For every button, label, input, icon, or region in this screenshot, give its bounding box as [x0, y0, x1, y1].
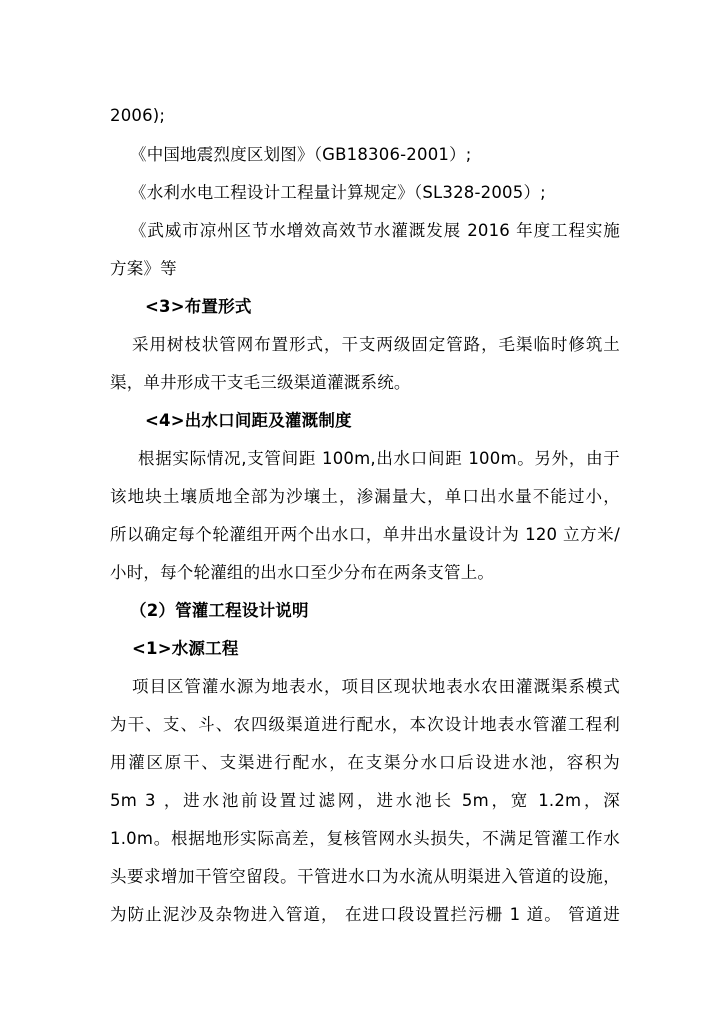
section-heading: （2）管灌工程设计说明	[130, 601, 309, 620]
paragraph-line: 1.0m。根据地形实际高差，复核管网水头损失，不满足管灌工作水	[110, 829, 620, 848]
paragraph-line: 渠，单井形成干支毛三级渠道灌溉系统。	[110, 373, 411, 392]
section-heading: <1>水源工程	[132, 639, 239, 658]
paragraph-line: 所以确定每个轮灌组开两个出水口，单井出水量设计为 120 立方米/	[110, 525, 620, 544]
paragraph-line: 头要求增加干管空留段。干管进水口为水流从明渠进入管道的设施，	[110, 867, 620, 886]
paragraph-line: 该地块土壤质地全部为沙壤土，渗漏量大，单口出水量不能过小，	[110, 487, 620, 506]
reference-item: 《中国地震烈度区划图》（GB18306-2001）;	[130, 145, 472, 164]
paragraph-line: 采用树枝状管网布置形式，干支两级固定管路，毛渠临时修筑土	[132, 335, 620, 354]
paragraph-line: 小时，每个轮灌组的出水口至少分布在两条支管上。	[110, 563, 495, 582]
paragraph-line: 为干、支、斗、农四级渠道进行配水，本次设计地表水管灌工程利	[110, 715, 620, 734]
paragraph-line: 根据实际情况,支管间距 100m,出水口间距 100m。另外，由于	[138, 449, 620, 468]
reference-item: 《武威市凉州区节水增效高效节水灌溉发展 2016 年度工程实施	[130, 221, 620, 240]
paragraph-line: 项目区管灌水源为地表水，项目区现状地表水农田灌溉渠系模式	[132, 677, 620, 696]
paragraph-line: 5m 3 ，进水池前设置过滤网，进水池长 5m，宽 1.2m，深	[110, 791, 620, 810]
paragraph-line: 为防止泥沙及杂物进入管道， 在进口段设置拦污栅 1 道。 管道进	[110, 905, 620, 924]
section-heading: <4>出水口间距及灌溉制度	[145, 411, 352, 430]
text-line: 方案》等	[110, 259, 177, 278]
paragraph-line: 用灌区原干、支渠进行配水，在支渠分水口后设进水池，容积为	[110, 753, 620, 772]
reference-item: 《水利水电工程设计工程量计算规定》（SL328-2005）;	[130, 183, 546, 202]
text-line: 2006);	[110, 106, 166, 125]
section-heading: <3>布置形式	[145, 297, 252, 316]
